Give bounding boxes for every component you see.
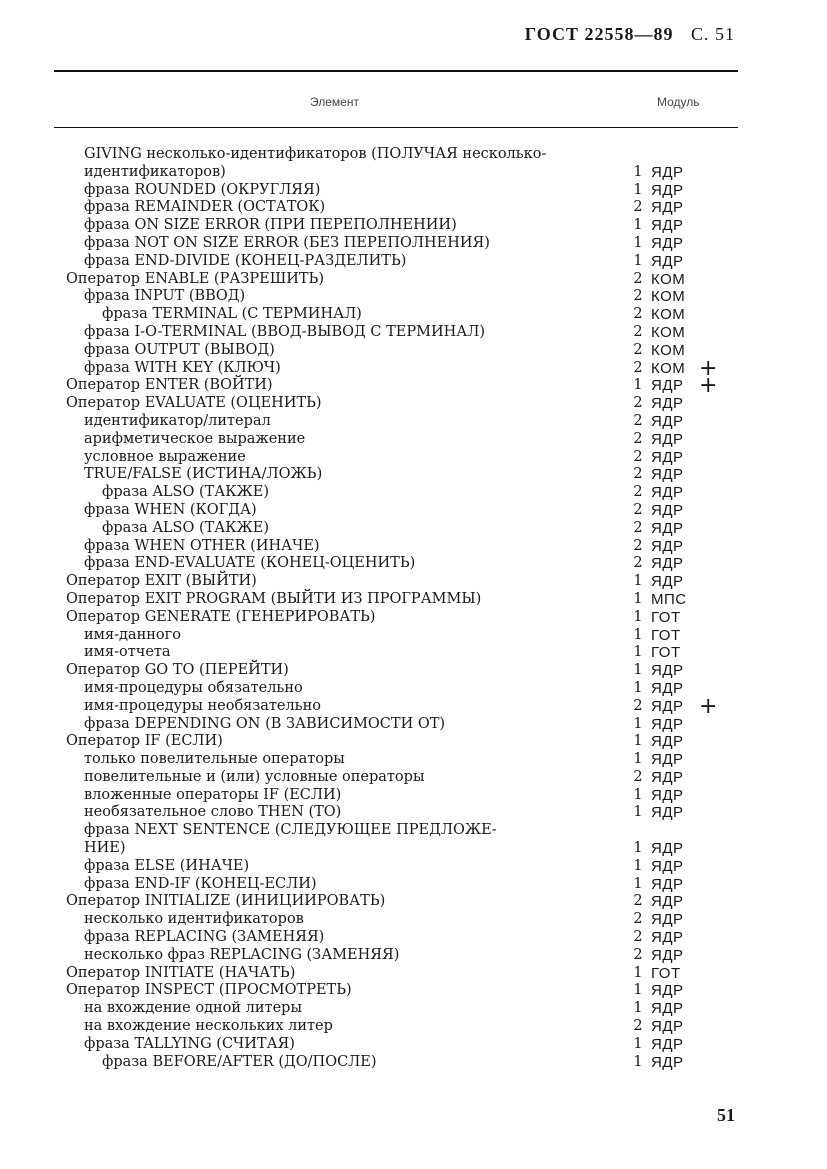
module-code: КОМ bbox=[651, 288, 686, 306]
table-row bbox=[0, 449, 827, 467]
element-text: на вхождение нескольких литер bbox=[84, 1018, 333, 1035]
element-text: идентификатор/литерал bbox=[84, 412, 271, 429]
table-row bbox=[0, 253, 827, 271]
level-number: 2 bbox=[633, 501, 643, 518]
level-number: 2 bbox=[633, 199, 643, 216]
table-row bbox=[0, 395, 827, 413]
table-row bbox=[0, 324, 827, 342]
module-code: КОМ bbox=[651, 323, 686, 341]
table-row bbox=[0, 484, 827, 502]
element-text: Оператор INITIALIZE (ИНИЦИИРОВАТЬ) bbox=[66, 893, 386, 910]
module-code: ЯДР bbox=[651, 804, 684, 822]
table-row bbox=[0, 1036, 827, 1054]
page-header bbox=[525, 24, 735, 45]
level-number: 1 bbox=[633, 608, 643, 625]
level-number: 1 bbox=[633, 1000, 643, 1017]
element-text: фраза REMAINDER (ОСТАТОК) bbox=[84, 199, 326, 216]
table-row bbox=[0, 538, 827, 556]
module-code: ЯДР bbox=[651, 875, 684, 893]
level-number: 2 bbox=[633, 537, 643, 554]
element-text: Оператор ENTER (ВОЙТИ) bbox=[66, 377, 273, 394]
module-code: ЯДР bbox=[651, 199, 684, 217]
module-code: ЯДР bbox=[651, 377, 684, 395]
level-number: 2 bbox=[633, 697, 643, 714]
table-row bbox=[0, 1000, 827, 1018]
level-number: 1 bbox=[633, 964, 643, 981]
level-number: 1 bbox=[633, 234, 643, 251]
element-text: TRUE/FALSE (ИСТИНА/ЛОЖЬ) bbox=[84, 466, 323, 483]
table-row bbox=[0, 288, 827, 306]
level-number: 1 bbox=[633, 875, 643, 892]
module-code: ЯДР bbox=[651, 1018, 684, 1036]
element-text: на вхождение одной литеры bbox=[84, 1000, 302, 1017]
top-rule bbox=[54, 70, 738, 72]
level-number: 2 bbox=[633, 1018, 643, 1035]
table-row bbox=[0, 627, 827, 645]
module-code: МПС bbox=[651, 590, 687, 608]
module-code: ЯДР bbox=[651, 715, 684, 733]
element-text: фраза ON SIZE ERROR (ПРИ ПЕРЕПОЛНЕНИИ) bbox=[84, 217, 457, 234]
table-row bbox=[0, 858, 827, 876]
table-row bbox=[0, 1054, 827, 1072]
table-row bbox=[0, 787, 827, 805]
module-code: ЯДР bbox=[651, 430, 684, 448]
module-code: ЯДР bbox=[651, 395, 684, 413]
plus-mark: + bbox=[699, 355, 718, 381]
module-code: ЯДР bbox=[651, 893, 684, 911]
element-text: несколько фраз REPLACING (ЗАМЕНЯЯ) bbox=[84, 946, 400, 963]
element-text: условное выражение bbox=[84, 448, 246, 465]
element-text: Оператор EXIT PROGRAM (ВЫЙТИ ИЗ ПРОГРАММЫ) bbox=[66, 590, 482, 607]
element-text: фраза TALLYING (СЧИТАЯ) bbox=[84, 1035, 295, 1052]
table-row bbox=[0, 965, 827, 983]
level-number: 1 bbox=[633, 377, 643, 394]
table-row bbox=[0, 716, 827, 734]
table-row bbox=[0, 431, 827, 449]
level-number: 2 bbox=[633, 911, 643, 928]
module-code: КОМ bbox=[651, 359, 686, 377]
element-text: фраза WHEN (КОГДА) bbox=[84, 501, 257, 518]
module-code: ЯДР bbox=[651, 857, 684, 875]
table-row bbox=[0, 1018, 827, 1036]
module-code: ЯДР bbox=[651, 1035, 684, 1053]
level-number: 1 bbox=[633, 573, 643, 590]
level-number: 2 bbox=[633, 484, 643, 501]
table-row bbox=[0, 199, 827, 217]
table-row bbox=[0, 502, 827, 520]
element-text: фраза NOT ON SIZE ERROR (БЕЗ ПЕРЕПОЛНЕНИЯ) bbox=[84, 234, 490, 251]
plus-mark: + bbox=[699, 693, 718, 719]
element-text: фраза INPUT (ВВОД) bbox=[84, 288, 246, 305]
element-text: фраза END-IF (КОНЕЦ-ЕСЛИ) bbox=[84, 875, 317, 892]
element-text: имя-данного bbox=[84, 626, 181, 643]
element-text: вложенные операторы IF (ЕСЛИ) bbox=[84, 786, 342, 803]
table-row bbox=[0, 271, 827, 289]
module-code: ЯДР bbox=[651, 929, 684, 947]
element-text: имя-процедуры необязательно bbox=[84, 697, 321, 714]
element-text: имя-отчета bbox=[84, 644, 171, 661]
element-text: Оператор INITIATE (НАЧАТЬ) bbox=[66, 964, 296, 981]
table-row bbox=[0, 182, 827, 200]
module-code: ЯДР bbox=[651, 751, 684, 769]
level-number: 1 bbox=[633, 662, 643, 679]
module-code: КОМ bbox=[651, 306, 686, 324]
table-row bbox=[0, 591, 827, 609]
level-number: 2 bbox=[633, 946, 643, 963]
module-code: ГОТ bbox=[651, 626, 681, 644]
element-text: фраза NEXT SENTENCE (СЛЕДУЮЩЕЕ ПРЕДЛОЖЕ- bbox=[84, 822, 497, 839]
module-code: ЯДР bbox=[651, 573, 684, 591]
table-row bbox=[0, 235, 827, 253]
element-text: фраза ROUNDED (ОКРУГЛЯЯ) bbox=[84, 181, 321, 198]
level-number: 2 bbox=[633, 288, 643, 305]
module-code: ЯДР bbox=[651, 412, 684, 430]
module-code: ЯДР bbox=[651, 448, 684, 466]
table-row bbox=[0, 893, 827, 911]
level-number: 1 bbox=[633, 804, 643, 821]
table-row bbox=[0, 733, 827, 751]
element-text: арифметическое выражение bbox=[84, 430, 306, 447]
column-header-module: Модуль bbox=[657, 95, 700, 109]
table-row bbox=[0, 555, 827, 573]
module-code: ЯДР bbox=[651, 1000, 684, 1018]
element-text: фраза ALSO (ТАКЖЕ) bbox=[102, 484, 270, 501]
level-number: 2 bbox=[633, 448, 643, 465]
table-row bbox=[0, 609, 827, 627]
level-number: 2 bbox=[633, 430, 643, 447]
table-row bbox=[0, 413, 827, 431]
page-number: 51 bbox=[717, 1105, 735, 1125]
element-text: Оператор GENERATE (ГЕНЕРИРОВАТЬ) bbox=[66, 608, 376, 625]
element-text: фраза WHEN OTHER (ИНАЧЕ) bbox=[84, 537, 320, 554]
level-number: 2 bbox=[633, 323, 643, 340]
level-number: 1 bbox=[633, 1053, 643, 1070]
table-row bbox=[0, 911, 827, 929]
element-text: идентификаторов) bbox=[84, 163, 226, 180]
element-text: повелительные и (или) условные операторы bbox=[84, 768, 425, 785]
element-text: Оператор IF (ЕСЛИ) bbox=[66, 733, 223, 750]
level-number: 2 bbox=[633, 270, 643, 287]
module-code: ЯДР bbox=[651, 662, 684, 680]
module-code: КОМ bbox=[651, 341, 686, 359]
module-code: ГОТ bbox=[651, 644, 681, 662]
level-number: 2 bbox=[633, 341, 643, 358]
table-row bbox=[0, 520, 827, 538]
column-header-element: Элемент bbox=[310, 95, 359, 109]
table-row bbox=[0, 769, 827, 787]
level-number: 2 bbox=[633, 519, 643, 536]
element-text: фраза END-EVALUATE (КОНЕЦ-ОЦЕНИТЬ) bbox=[84, 555, 416, 572]
element-text: фраза I-O-TERMINAL (ВВОД-ВЫВОД С ТЕРМИНАЛ) bbox=[84, 323, 486, 340]
level-number: 2 bbox=[633, 929, 643, 946]
module-code: ЯДР bbox=[651, 181, 684, 199]
module-code: ЯДР bbox=[651, 786, 684, 804]
element-text: фраза REPLACING (ЗАМЕНЯЯ) bbox=[84, 929, 325, 946]
element-text: Оператор INSPECT (ПРОСМОТРЕТЬ) bbox=[66, 982, 352, 999]
module-code: КОМ bbox=[651, 270, 686, 288]
module-code: ЯДР bbox=[651, 466, 684, 484]
level-number: 2 bbox=[633, 306, 643, 323]
module-code: ЯДР bbox=[651, 982, 684, 1000]
element-text: фраза ELSE (ИНАЧЕ) bbox=[84, 857, 250, 874]
level-number: 1 bbox=[633, 181, 643, 198]
module-code: ЯДР bbox=[651, 519, 684, 537]
element-text: фраза DEPENDING ON (В ЗАВИСИМОСТИ ОТ) bbox=[84, 715, 446, 732]
table-row bbox=[0, 804, 827, 822]
module-code: ЯДР bbox=[651, 1053, 684, 1071]
table-row bbox=[0, 573, 827, 591]
element-text: фраза WITH KEY (КЛЮЧ) bbox=[84, 359, 281, 376]
level-number: 1 bbox=[633, 679, 643, 696]
level-number: 1 bbox=[633, 1035, 643, 1052]
element-text: фраза BEFORE/AFTER (ДО/ПОСЛЕ) bbox=[102, 1053, 377, 1070]
module-code: ЯДР bbox=[651, 234, 684, 252]
table-row bbox=[0, 840, 827, 858]
element-text: Оператор EVALUATE (ОЦЕНИТЬ) bbox=[66, 395, 322, 412]
table-row bbox=[0, 217, 827, 235]
table-row bbox=[0, 929, 827, 947]
table-row bbox=[0, 947, 827, 965]
level-number: 1 bbox=[633, 982, 643, 999]
module-code: ГОТ bbox=[651, 964, 681, 982]
module-code: ЯДР bbox=[651, 217, 684, 235]
element-text: НИЕ) bbox=[84, 840, 126, 857]
module-code: ЯДР bbox=[651, 768, 684, 786]
table-row bbox=[0, 466, 827, 484]
module-code: ЯДР bbox=[651, 840, 684, 858]
level-number: 2 bbox=[633, 466, 643, 483]
standard-number: ГОСТ 22558—89 bbox=[524, 24, 674, 44]
element-text: имя-процедуры обязательно bbox=[84, 679, 303, 696]
level-number: 1 bbox=[633, 626, 643, 643]
module-code: ЯДР bbox=[651, 911, 684, 929]
table-row bbox=[0, 662, 827, 680]
level-number: 2 bbox=[633, 395, 643, 412]
element-text: необязательное слово THEN (ТО) bbox=[84, 804, 342, 821]
table-row bbox=[0, 876, 827, 894]
level-number: 1 bbox=[633, 715, 643, 732]
module-code: ЯДР bbox=[651, 252, 684, 270]
element-text: только повелительные операторы bbox=[84, 751, 345, 768]
module-code: ЯДР bbox=[651, 679, 684, 697]
element-text: несколько идентификаторов bbox=[84, 911, 304, 928]
header-rule bbox=[54, 127, 738, 128]
level-number: 1 bbox=[633, 786, 643, 803]
level-number: 1 bbox=[633, 840, 643, 857]
module-code: ЯДР bbox=[651, 501, 684, 519]
element-text: Оператор GO TO (ПЕРЕЙТИ) bbox=[66, 662, 289, 679]
level-number: 1 bbox=[633, 644, 643, 661]
level-number: 1 bbox=[633, 590, 643, 607]
module-code: ЯДР bbox=[651, 163, 684, 181]
table-row bbox=[0, 644, 827, 662]
module-code: ЯДР bbox=[651, 555, 684, 573]
element-text: фраза TERMINAL (С ТЕРМИНАЛ) bbox=[102, 306, 362, 323]
table-row bbox=[0, 982, 827, 1000]
level-number: 2 bbox=[633, 555, 643, 572]
level-number: 1 bbox=[633, 857, 643, 874]
table-row bbox=[0, 373, 827, 399]
element-text: фраза OUTPUT (ВЫВОД) bbox=[84, 341, 275, 358]
level-number: 2 bbox=[633, 893, 643, 910]
level-number: 2 bbox=[633, 359, 643, 376]
module-code: ЯДР bbox=[651, 733, 684, 751]
level-number: 1 bbox=[633, 163, 643, 180]
level-number: 2 bbox=[633, 768, 643, 785]
module-code: ЯДР bbox=[651, 697, 684, 715]
element-text: фраза ALSO (ТАКЖЕ) bbox=[102, 519, 270, 536]
table-row bbox=[0, 751, 827, 769]
table-row bbox=[0, 164, 827, 182]
element-table bbox=[0, 146, 827, 1071]
module-code: ЯДР bbox=[651, 484, 684, 502]
level-number: 1 bbox=[633, 733, 643, 750]
plus-mark: + bbox=[699, 373, 718, 399]
page-label: С. 51 bbox=[690, 24, 735, 44]
element-text: Оператор EXIT (ВЫЙТИ) bbox=[66, 573, 257, 590]
table-row bbox=[0, 822, 827, 840]
level-number: 1 bbox=[633, 217, 643, 234]
module-code: ЯДР bbox=[651, 537, 684, 555]
element-text: Оператор ENABLE (РАЗРЕШИТЬ) bbox=[66, 270, 324, 287]
table-row bbox=[0, 146, 827, 164]
element-text: фраза END-DIVIDE (КОНЕЦ-РАЗДЕЛИТЬ) bbox=[84, 252, 407, 269]
level-number: 1 bbox=[633, 751, 643, 768]
table-row bbox=[0, 693, 827, 719]
module-code: ГОТ bbox=[651, 608, 681, 626]
level-number: 1 bbox=[633, 252, 643, 269]
element-text: GIVING несколько-идентификаторов (ПОЛУЧАЯ несколько- bbox=[84, 146, 547, 162]
level-number: 2 bbox=[633, 412, 643, 429]
table-row bbox=[0, 306, 827, 324]
module-code: ЯДР bbox=[651, 946, 684, 964]
